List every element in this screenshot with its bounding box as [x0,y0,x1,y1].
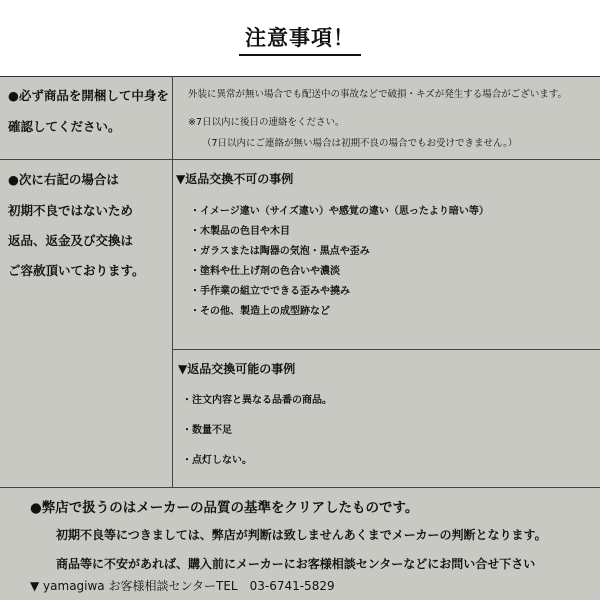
check-contents-line1: ●必ず商品を開梱して中身を [8,88,169,103]
returnable-item: ・数量不足 [182,425,232,436]
not-defect-line1: ●次に右記の場合は [8,172,119,187]
not-defect-line3: 返品、返金及び交換は [8,233,134,248]
deadline-exception-notice: （7日以内にご連絡が無い場合は初期不良の場合でもお受けできません。） [202,138,518,149]
column-divider [172,76,173,487]
non-returnable-item: ・木製品の色目や木目 [190,226,290,237]
pre-purchase-inquiry-text: 商品等に不安があれば、購入前にメーカーにお客様相談センターなどにお問い合せ下さい [56,557,536,571]
not-defect-line2: 初期不良ではないため [8,203,134,218]
row-divider-1 [0,159,600,160]
page-title [0,22,600,56]
notice-panel [0,76,600,600]
row-divider-2 [172,349,600,350]
check-contents-line2: 確認してください。 [8,119,121,134]
non-returnable-item: ・手作業の組立でできる歪みや撓み [190,286,350,297]
manufacturer-judgment-text: 初期不良等につきましては、弊店が判断は致しませんあくまでメーカーの判断となります。 [56,528,547,542]
returnable-item: ・点灯しない。 [182,455,252,466]
non-returnable-item: ・塗料や仕上げ剤の色合いや濃淡 [190,266,340,277]
quality-standard-heading: ●弊店で扱うのはメーカーの品質の基準をクリアしたものです。 [30,500,419,516]
not-defect-line4: ご容赦頂いております。 [8,263,145,278]
non-returnable-item: ・ガラスまたは陶器の気泡・黒点や歪み [190,246,370,257]
non-returnable-item: ・イメージ違い（サイズ違い）や感覚の違い（思ったより暗い等） [190,206,489,217]
row-divider-3 [0,487,600,488]
shipping-damage-notice: 外装に異常が無い場合でも配送中の事故などで破損・キズが発生する場合がございます。 [188,89,568,100]
returnable-item: ・注文内容と異なる品番の商品。 [182,395,332,406]
non-returnable-item: ・その他、製造上の成型跡など [190,306,330,317]
non-returnable-heading: ▼返品交換不可の事例 [176,172,294,186]
customer-center-contact: ▼ yamagiwa お客様相談センターTEL 03-6741-5829 [30,579,335,593]
returnable-heading: ▼返品交換可能の事例 [178,362,296,376]
contact-deadline-notice: ※7日以内に後日の連絡をください。 [188,117,345,128]
page-title-text: 注意事項！ [239,22,361,56]
